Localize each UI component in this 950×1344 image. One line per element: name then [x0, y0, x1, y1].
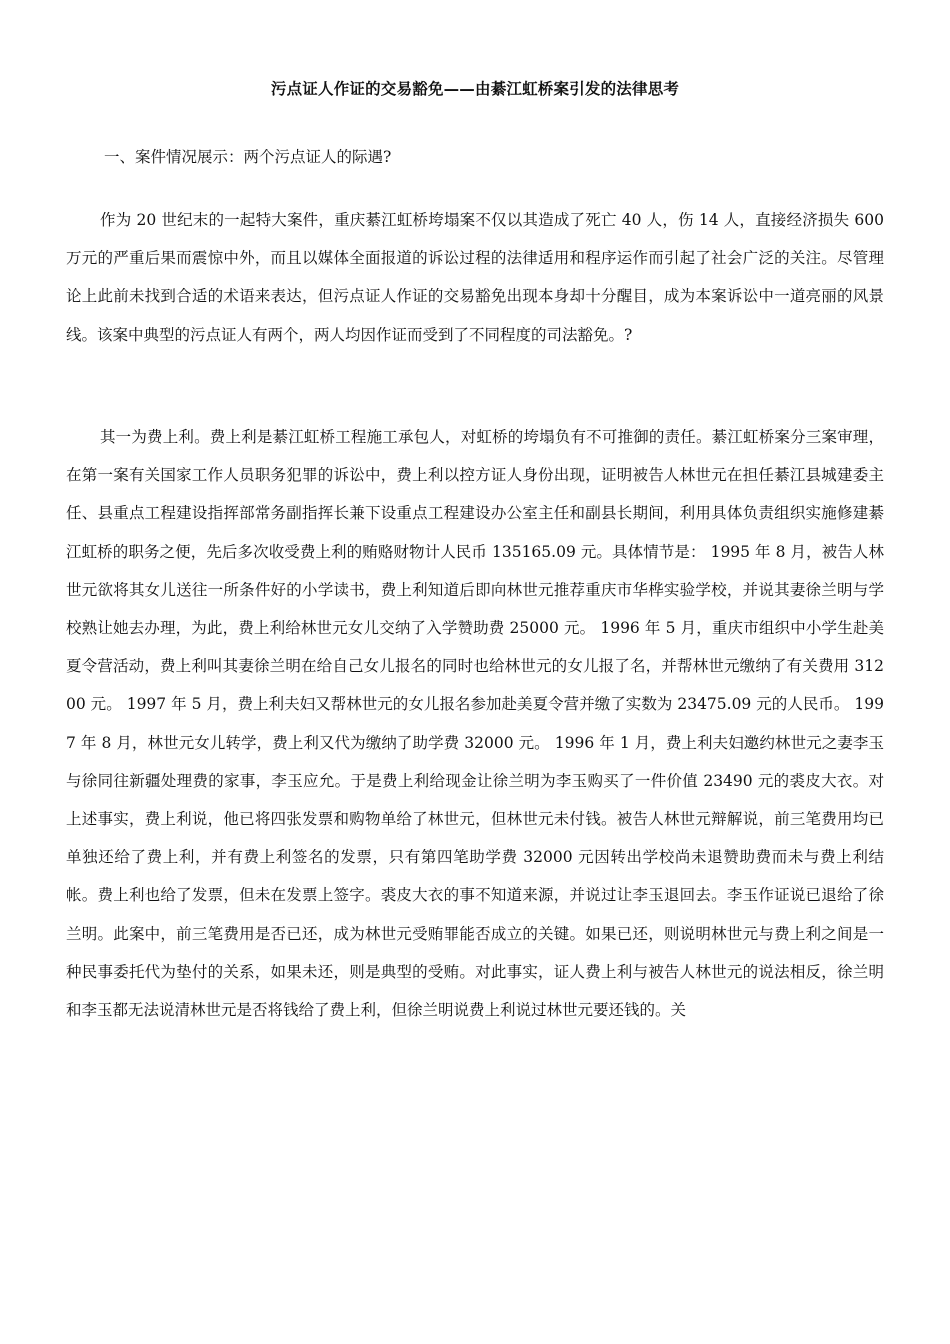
paragraph: 作为 20 世纪末的一起特大案件，重庆綦江虹桥垮塌案不仅以其造成了死亡 40 人，伤 14 人，直接经济损失 600 万元的严重后果而震惊中外，而且以媒体全面报道的诉讼过程的法律适用和程序运作而引起了社会广泛的关注。尽管理论上此前未找到合适的术语来表达，但污点证人作证的交易豁免出现本身却十分醒目，成为本案诉讼中一道亮丽的风景线。该案中典型的污点证人有两个，两人均因作证而受到了不同程度的司法豁免。?: [66, 211, 884, 344]
paragraph: 其一为费上利。费上利是綦江虹桥工程施工承包人，对虹桥的垮塌负有不可推御的责任。綦江虹桥案分三案审理，在第一案有关国家工作人员职务犯罪的诉讼中，费上利以控方证人身份出现，证明被告人林世元在担任綦江县城建委主任、县重点工程建设指挥部常务副指挥长兼下设重点工程建设办公室主任和副县长期间，利用具体负责组织实施修建綦江虹桥的职务之便，先后多次收受费上利的贿赂财物计人民币 135165.09 元。具体情节是： 1995 年 8 月，被告人林世元欲将其女儿送往一所条件好的小学读书，费上利知道后即向林世元推荐重庆市华桦实验学校，并说其妻徐兰明与学校熟让她去办理，为此，费上利给林世元女儿交纳了入学赞助费 25000 元。 1996 年 5 月，重庆市组织中小学生赴美夏令营活动，费上利叫其妻徐兰明在给自己女儿报名的同时也给林世元的女儿报了名，并帮林世元缴纳了有关费用 31200 元。 1997 年 5 月，费上利夫妇又帮林世元的女儿报名参加赴美夏令营并缴了实数为 23475.09 元的人民币。 1997 年 8 月，林世元女儿转学，费上利又代为缴纳了助学费 32000 元。 1996 年 1 月，费上利夫妇邀约林世元之妻李玉与徐同往新疆处理费的家事，李玉应允。于是费上利给现金让徐兰明为李玉购买了一件价值 23490 元的裘皮大衣。对上述事实，费上利说，他已将四张发票和购物单给了林世元，但林世元未付钱。被告人林世元辩解说，前三笔费用均已单独还给了费上利，并有费上利签名的发票，只有第四笔助学费 32000 元因转出学校尚未退赞助费而未与费上利结帐。费上利也给了发票，但未在发票上签字。裘皮大衣的事不知道来源，并说过让李玉退回去。李玉作证说已退给了徐兰明。此案中，前三笔费用是否已还，成为林世元受贿罪能否成立的关键。如果已还，则说明林世元与费上利之间是一种民事委托代为垫付的关系，如果未还，则是典型的受贿。对此事实，证人费上利与被告人林世元的说法相反，徐兰明和李玉都无法说清林世元是否将钱给了费上利，但徐兰明说费上利说过林世元要还钱的。关: [66, 428, 884, 1020]
document-title: 污点证人作证的交易豁免——由綦江虹桥案引发的法律思考: [270, 80, 680, 98]
section-heading: 一、案件情况展示：两个污点证人的际遇?: [104, 148, 392, 166]
